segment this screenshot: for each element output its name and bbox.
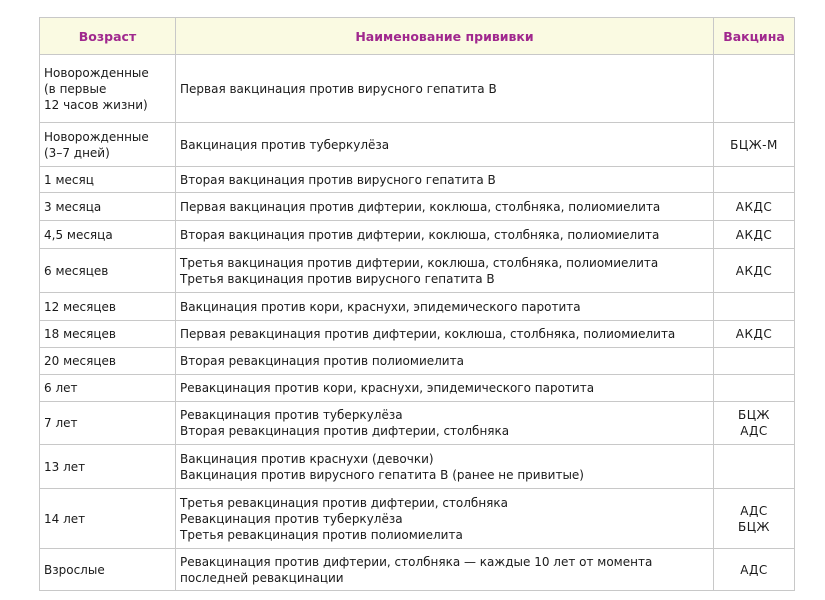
age-cell-line: 3 месяца xyxy=(44,199,102,214)
vaccine-cell xyxy=(714,489,795,549)
age-cell-line: 13 лет xyxy=(44,459,86,474)
age-cell-line: Новорожденные xyxy=(44,65,149,80)
table-row xyxy=(40,55,795,123)
vaccination-name-cell-line: Ревакцинация против туберкулёза xyxy=(180,408,403,422)
age-cell xyxy=(40,167,176,193)
vaccination-name-cell-line: Вакцинация против туберкулёза xyxy=(180,137,390,152)
vaccine-cell-line: АКДС xyxy=(735,227,773,242)
vaccination-name-cell-line: Первая вакцинация против дифтерии, коклюша, столбняка, полиомиелита xyxy=(180,199,661,214)
table-row xyxy=(40,293,795,321)
age-cell xyxy=(40,321,176,348)
age-cell-line: Взрослые xyxy=(44,562,105,577)
age-cell xyxy=(40,193,176,221)
table-row xyxy=(40,402,795,445)
table-row xyxy=(40,348,795,375)
vaccination-name-cell-line: Первая ревакцинация против дифтерии, коклюша, столбняка, полиомиелита xyxy=(180,327,676,341)
vaccine-cell xyxy=(714,249,795,293)
vaccination-name-cell xyxy=(176,549,714,591)
vaccine-cell xyxy=(714,348,795,375)
vaccination-name-cell xyxy=(176,321,714,348)
vaccine-cell xyxy=(714,221,795,249)
header-vaccination-name: Наименование прививки xyxy=(176,18,714,55)
vaccination-name-cell-line: Ревакцинация против кори, краснухи, эпидемического паротита xyxy=(180,381,595,395)
vaccination-name-cell-line: Третья ревакцинация против дифтерии, столбняка xyxy=(180,495,508,510)
table-row xyxy=(40,489,795,549)
age-cell-line: 14 лет xyxy=(44,511,86,526)
table-row xyxy=(40,221,795,249)
vaccination-name-cell xyxy=(176,402,714,445)
age-cell xyxy=(40,489,176,549)
age-cell xyxy=(40,123,176,167)
vaccination-name-cell-line: Вторая вакцинация против дифтерии, коклюша, столбняка, полиомиелита xyxy=(180,227,660,242)
age-cell-line: 4,5 месяца xyxy=(44,227,113,242)
vaccination-name-cell-line: Первая вакцинация против вирусного гепатита В xyxy=(180,81,497,96)
vaccine-cell xyxy=(714,55,795,123)
vaccination-name-cell xyxy=(176,123,714,167)
vaccination-name-cell-line: Вторая ревакцинация против дифтерии, столбняка xyxy=(180,424,510,438)
vaccine-cell xyxy=(714,123,795,167)
age-cell-line: 12 месяцев xyxy=(44,299,116,314)
vaccination-name-cell-line: Ревакцинация против дифтерии, столбняка — каждые 10 лет от момента xyxy=(180,554,653,569)
header-row xyxy=(40,18,795,55)
age-cell-line: 12 часов жизни) xyxy=(44,97,148,112)
age-cell-line: (в первые xyxy=(44,81,107,96)
age-cell xyxy=(40,55,176,123)
vaccination-name-cell-line: Вторая ревакцинация против полиомиелита xyxy=(180,354,464,368)
vaccination-name-cell-line: Вакцинация против краснухи (девочки) xyxy=(180,451,434,466)
vaccination-name-cell xyxy=(176,375,714,402)
age-cell-line: Новорожденные xyxy=(44,129,149,144)
vaccination-name-cell xyxy=(176,489,714,549)
vaccination-name-cell xyxy=(176,249,714,293)
vaccine-cell xyxy=(714,445,795,489)
vaccination-name-cell xyxy=(176,445,714,489)
vaccination-name-cell xyxy=(176,293,714,321)
header-vaccine: Вакцина xyxy=(714,18,795,55)
vaccination-name-cell xyxy=(176,167,714,193)
vaccine-cell xyxy=(714,193,795,221)
vaccine-cell-line: АКДС xyxy=(735,327,773,341)
vaccination-name-cell-line: Ревакцинация против туберкулёза xyxy=(180,511,403,526)
age-cell-line: (3–7 дней) xyxy=(44,145,110,160)
table-row xyxy=(40,321,795,348)
vaccination-name-cell-line: Вакцинация против вирусного гепатита В (ранее не привитые) xyxy=(180,467,584,482)
vaccination-name-cell xyxy=(176,193,714,221)
vaccination-name-cell xyxy=(176,55,714,123)
vaccination-name-cell-line: последней ревакцинации xyxy=(180,570,344,585)
table-row xyxy=(40,193,795,221)
vaccine-cell-line: АДС xyxy=(740,562,768,577)
age-cell xyxy=(40,445,176,489)
table-row xyxy=(40,375,795,402)
age-cell-line: 6 месяцев xyxy=(44,263,109,278)
vaccination-name-cell-line: Третья ревакцинация против полиомиелита xyxy=(180,527,463,542)
age-cell xyxy=(40,293,176,321)
vaccination-name-cell xyxy=(176,348,714,375)
vaccination-name-cell-line: Третья вакцинация против вирусного гепатита В xyxy=(180,271,495,286)
table-row xyxy=(40,249,795,293)
vaccination-name-cell-line: Вакцинация против кори, краснухи, эпидемического паротита xyxy=(180,299,581,314)
header-age: Возраст xyxy=(40,18,176,55)
vaccination-name-cell-line: Вторая вакцинация против вирусного гепатита В xyxy=(180,172,496,187)
vaccination-name-cell xyxy=(176,221,714,249)
table-row xyxy=(40,549,795,591)
vaccine-cell-line: БЦЖ-М xyxy=(730,137,778,152)
vaccine-cell-line: АДС xyxy=(740,503,768,518)
vaccine-cell-line: АКДС xyxy=(735,199,773,214)
age-cell xyxy=(40,375,176,402)
vaccine-cell xyxy=(714,321,795,348)
table-row xyxy=(40,123,795,167)
age-cell-line: 6 лет xyxy=(44,381,78,395)
age-cell-line: 20 месяцев xyxy=(44,354,116,368)
vaccine-cell xyxy=(714,167,795,193)
age-cell-line: 18 месяцев xyxy=(44,327,116,341)
table-row xyxy=(40,167,795,193)
age-cell xyxy=(40,249,176,293)
vaccine-cell-line: АКДС xyxy=(735,263,773,278)
vaccine-cell xyxy=(714,402,795,445)
age-cell xyxy=(40,348,176,375)
age-cell-line: 1 месяц xyxy=(44,172,94,187)
vaccine-cell-line: БЦЖ xyxy=(738,519,770,534)
age-cell xyxy=(40,549,176,591)
age-cell xyxy=(40,402,176,445)
vaccination-name-cell-line: Третья вакцинация против дифтерии, коклюша, столбняка, полиомиелита xyxy=(180,255,659,270)
vaccine-cell xyxy=(714,293,795,321)
age-cell xyxy=(40,221,176,249)
vaccine-cell xyxy=(714,549,795,591)
vaccine-cell xyxy=(714,375,795,402)
vaccination-schedule-table xyxy=(39,17,795,591)
age-cell-line: 7 лет xyxy=(44,416,78,430)
table-row xyxy=(40,445,795,489)
vaccine-cell-line: АДС xyxy=(740,424,768,438)
vaccine-cell-line: БЦЖ xyxy=(738,408,770,422)
